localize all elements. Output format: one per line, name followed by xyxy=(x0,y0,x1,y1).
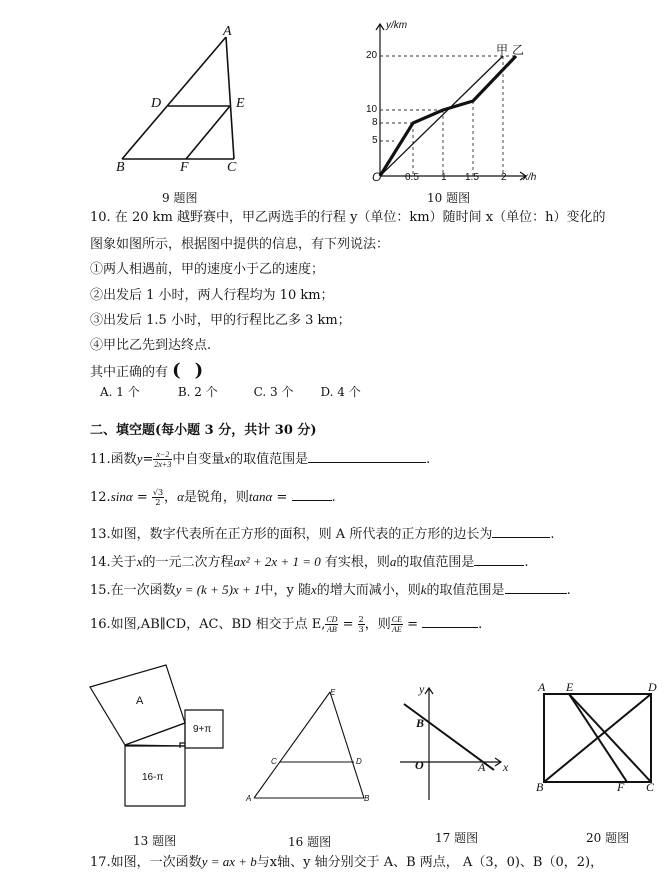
fig9-label-C: C xyxy=(227,160,237,175)
q15-end: . xyxy=(566,583,571,598)
fig9-label-F: F xyxy=(180,160,189,175)
fig9-label-E: E xyxy=(236,96,245,111)
q14-equation: ax² + 2x + 1 = 0 xyxy=(233,554,321,569)
q10-ask xyxy=(90,360,218,381)
fig10-origin-label: O xyxy=(372,170,382,184)
q11-prefix: 11.函数 xyxy=(90,452,137,467)
fig10-y-tick-5: 5 xyxy=(372,135,378,146)
fig17-label-y: y xyxy=(419,682,425,696)
q10-stem-line1: 10. 在 20 km 越野赛中，甲乙两选手的行程 y（单位：km）随时间 x（单位：h）变化的 xyxy=(90,210,606,225)
fig16-label-B: B xyxy=(364,794,370,803)
q13-line xyxy=(90,525,554,543)
q13-answer-blank[interactable] xyxy=(492,525,550,538)
q14-text2: 有实根，则 xyxy=(320,555,390,570)
q12-comma: ， xyxy=(164,490,178,505)
q17-equation: y = ax + b xyxy=(201,854,257,869)
fig17-label-x: x xyxy=(503,760,509,774)
fig13-label-A: A xyxy=(136,695,144,707)
q14-answer-blank[interactable] xyxy=(474,553,524,566)
figure-17-axes xyxy=(390,680,520,810)
q12-sin: sinα xyxy=(110,489,133,504)
fig9-label-A: A xyxy=(223,24,232,39)
q16-fraction-2-denominator: 3 xyxy=(358,625,364,634)
q11-equals: = xyxy=(142,452,154,467)
q12-end: . xyxy=(331,490,336,505)
q12-tan: tanα xyxy=(248,489,273,504)
figure-16-triangle xyxy=(240,688,380,818)
q14-text: 的一元二次方程 xyxy=(142,555,234,570)
q15-line xyxy=(90,581,571,599)
fig9-caption: 9 题图 xyxy=(162,191,198,205)
fig10-y-tick-8: 8 xyxy=(372,117,378,128)
q16-text: ，则 xyxy=(364,617,391,632)
q16-fraction-3 xyxy=(391,615,403,634)
q10-choice-a[interactable]: A. 1 个 xyxy=(100,385,140,399)
q14-line xyxy=(90,553,529,571)
q10-answer-parens[interactable]: () xyxy=(172,360,218,381)
fig10-x-tick-1: 1 xyxy=(441,172,447,183)
fig10-x-tick-1.5: 1.5 xyxy=(465,172,479,183)
q15-text: 中，y 随 xyxy=(260,583,311,598)
fig17-label-B: B xyxy=(416,716,425,730)
fig13-label-9-plus-pi: 9+π xyxy=(193,724,212,735)
q11-text: 中自变量 xyxy=(172,452,225,467)
fig9-label-D: D xyxy=(151,96,162,111)
fig10-y-axis-label: y/km xyxy=(386,20,408,31)
q11-line: 11.函数y= $\frac{x-2}{2x+3}$ 中自变量x的取值范围是 . xyxy=(90,450,431,469)
fig10-series-yi: 乙 xyxy=(512,43,525,57)
q16-fraction-1-denominator: AB xyxy=(327,625,337,634)
q16-equals-2: = xyxy=(402,617,423,632)
fig20-label-C: C xyxy=(646,780,655,794)
fig17-label-O: O xyxy=(415,758,424,772)
q14-text3: 的取值范围是 xyxy=(396,555,475,570)
q16-end: . xyxy=(478,617,483,632)
q10-statement-1: ①两人相遇前，甲的速度小于乙的速度； xyxy=(90,262,325,277)
fig10-x-tick-2: 2 xyxy=(501,172,507,183)
q14-prefix: 14.关于 xyxy=(90,555,137,570)
q12-fraction-numerator: √3 xyxy=(152,488,164,497)
fig10-caption: 10 题图 xyxy=(427,191,471,205)
fig16-caption: 16 题图 xyxy=(288,835,332,849)
q15-prefix: 15.在一次函数 xyxy=(90,583,176,598)
fig16-label-E: E xyxy=(330,688,336,697)
q15-var-x: x xyxy=(310,582,317,597)
figure-10-graph xyxy=(360,14,560,194)
q16-fraction-3-denominator: AE xyxy=(391,625,402,634)
fig9-label-B: B xyxy=(116,160,125,175)
q12-text: 是锐角，则 xyxy=(183,490,249,505)
fig20-label-F: F xyxy=(617,780,625,794)
fig13-caption: 13 题图 xyxy=(133,834,177,848)
fig10-x-axis-label: x/h xyxy=(523,172,537,183)
q10-choice-d[interactable]: D. 4 个 xyxy=(320,385,361,399)
q15-equation: y = (k + 5)x + 1 xyxy=(175,582,261,597)
fig20-label-D: D xyxy=(648,680,657,694)
q10-choice-b[interactable]: B. 2 个 xyxy=(177,385,218,399)
q16-fraction-2-numerator: 2 xyxy=(358,615,364,624)
q11-text2: 的取值范围是 xyxy=(230,452,309,467)
figure-9-triangle xyxy=(100,20,300,210)
fig13-label-16-minus-pi: 16-π xyxy=(142,772,164,783)
q11-fraction-denominator: 2x+3 xyxy=(154,460,172,469)
fig20-caption: 20 题图 xyxy=(586,831,630,845)
q12-alpha: α xyxy=(177,489,184,504)
q13-end: . xyxy=(550,527,555,542)
q15-answer-blank[interactable] xyxy=(505,581,567,594)
q10-stem-line2: 图象如图所示，根据图中提供的信息，有下列说法： xyxy=(90,237,390,252)
q17-prefix: 17.如图，一次函数 xyxy=(90,855,202,870)
q11-fraction xyxy=(153,450,172,469)
q12-equals-2: = xyxy=(272,490,292,505)
fig17-caption: 17 题图 xyxy=(435,831,479,845)
q12-fraction-denominator: 2 xyxy=(155,498,161,507)
section-2-title: 二、填空题(每小题 3 分，共计 30 分) xyxy=(90,423,317,438)
q12-equals: = xyxy=(132,490,152,505)
q14-var-a: a xyxy=(389,554,397,569)
fig16-label-C: C xyxy=(271,757,277,766)
q11-answer-blank[interactable] xyxy=(308,450,426,463)
fig16-label-A: A xyxy=(246,794,252,803)
q15-text3: 的取值范围是 xyxy=(426,583,505,598)
q15-text2: 的增大而减小，则 xyxy=(316,583,421,598)
q16-fraction-3-numerator: CE xyxy=(391,615,402,624)
q10-statement-4: ④甲比乙先到达终点. xyxy=(90,338,212,353)
q16-line xyxy=(90,615,482,634)
q15-var-k: k xyxy=(420,582,427,597)
fig16-label-D: D xyxy=(356,757,362,766)
q13-text: 13.如图，数字代表所在正方形的面积，则 A 所代表的正方形的边长为 xyxy=(90,527,493,542)
q17-rest: 与x轴、y 轴分别交于 A、B 两点， A（3，0)、B（0，2)， xyxy=(256,855,604,870)
fig10-series-jia: 甲 xyxy=(496,43,509,57)
q10-statement-3: ③出发后 1.5 小时，甲的行程比乙多 3 km； xyxy=(90,313,351,328)
fig20-label-E: E xyxy=(566,680,574,694)
q10-choice-c[interactable]: C. 3 个 xyxy=(253,385,294,399)
q11-var-x: x xyxy=(224,451,231,466)
q11-fraction-numerator: x−2 xyxy=(153,450,172,460)
q12-prefix: 12. xyxy=(90,490,111,505)
fig10-y-tick-20: 20 xyxy=(366,50,378,61)
q12-answer-blank[interactable] xyxy=(292,488,332,501)
fig10-x-tick-0.5: 0.5 xyxy=(405,172,419,183)
q16-fraction-2 xyxy=(358,615,365,634)
q16-fraction-1-numerator: CD xyxy=(326,615,338,624)
q14-var-x: x xyxy=(136,554,143,569)
q14-end: . xyxy=(524,555,529,570)
figure-20-rectangle xyxy=(535,684,665,794)
fig10-y-tick-10: 10 xyxy=(366,104,378,115)
q16-answer-blank[interactable] xyxy=(422,615,478,628)
fig20-label-A: A xyxy=(538,680,546,694)
q16-equals: = xyxy=(338,617,358,632)
fig17-label-A: A xyxy=(478,760,486,774)
q16-prefix: 16.如图,AB∥CD，AC、BD 相交于点 E, xyxy=(90,617,326,632)
q16-fraction-1 xyxy=(325,615,338,634)
q12-fraction xyxy=(152,488,164,507)
q11-var-y: y xyxy=(136,451,143,466)
q10-statement-2: ②出发后 1 小时，两人行程均为 10 km； xyxy=(90,288,334,303)
fig20-label-B: B xyxy=(536,780,544,794)
q12-line xyxy=(90,488,336,507)
figure-13-squares xyxy=(85,655,245,815)
q17-line xyxy=(90,854,603,871)
q10-choices xyxy=(100,384,361,400)
q10-ask-text: 其中正确的有 xyxy=(90,365,169,380)
